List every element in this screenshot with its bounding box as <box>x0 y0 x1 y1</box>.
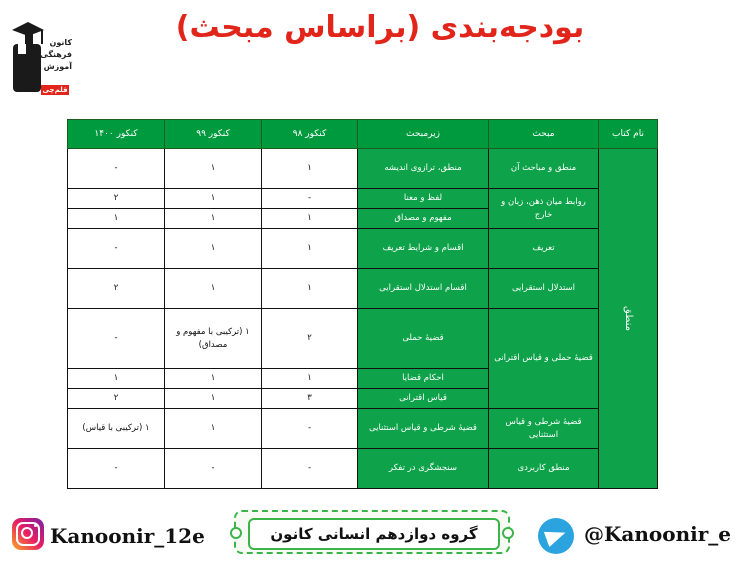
logo-badge: قلم‌چی <box>42 86 68 94</box>
value-cell: ۱ <box>165 269 262 309</box>
value-cell: ۱ <box>68 369 165 389</box>
header-konkur-1400: کنکور ۱۴۰۰ <box>68 120 165 149</box>
topic-cell: منطق کاربردی <box>489 449 599 489</box>
telegram-handle[interactable]: @Kanoonir_e <box>584 522 731 546</box>
header-book: نام کتاب <box>599 120 658 149</box>
book-cell: منطق <box>599 149 658 489</box>
instagram-handle[interactable]: Kanoonir_12e <box>50 524 205 548</box>
topic-cell: قضیهٔ حملی و قیاس اقترانی <box>489 309 599 409</box>
value-cell: ۱ <box>262 149 358 189</box>
value-cell: ۱ <box>262 209 358 229</box>
value-cell: ۱ <box>165 409 262 449</box>
value-cell: - <box>262 449 358 489</box>
table-row <box>68 309 658 369</box>
budget-table <box>67 119 658 489</box>
subtopic-cell: سنجشگری در تفکر <box>358 449 489 489</box>
value-cell: ۱ (ترکیبی با قیاس) <box>68 409 165 449</box>
value-cell: ۱ <box>165 149 262 189</box>
group-banner <box>234 510 510 554</box>
subtopic-cell: لفظ و معنا <box>358 189 489 209</box>
logo-line: آموزش <box>43 62 72 71</box>
subtopic-cell: قیاس اقترانی <box>358 389 489 409</box>
table-row <box>68 229 658 269</box>
topic-cell: قضیهٔ شرطی و قیاس استثنایی <box>489 409 599 449</box>
telegram-icon[interactable] <box>538 518 574 554</box>
value-cell: ۱ <box>68 209 165 229</box>
banner-dot-icon <box>230 527 242 539</box>
table-row <box>68 449 658 489</box>
logo-line: فرهنگی <box>40 50 72 59</box>
header-topic: مبحث <box>489 120 599 149</box>
value-cell: ۱ <box>165 189 262 209</box>
value-cell: - <box>165 449 262 489</box>
subtopic-cell: احکام قضایا <box>358 369 489 389</box>
header-konkur-98: کنکور ۹۸ <box>262 120 358 149</box>
value-cell: - <box>68 449 165 489</box>
table-row <box>68 409 658 449</box>
table-row <box>68 149 658 189</box>
value-cell: ۲ <box>68 189 165 209</box>
topic-cell: استدلال استقرایی <box>489 269 599 309</box>
value-cell: - <box>68 229 165 269</box>
logo-text <box>38 37 72 73</box>
topic-cell: منطق و مباحث آن <box>489 149 599 189</box>
group-label: گروه دوازدهم انسانی کانون <box>248 518 500 550</box>
value-cell: - <box>262 409 358 449</box>
value-cell: ۲ <box>68 389 165 409</box>
banner-dot-icon <box>502 527 514 539</box>
instagram-icon[interactable] <box>12 518 44 550</box>
value-cell: ۱ <box>262 229 358 269</box>
value-cell: ۱ <box>165 389 262 409</box>
value-cell: ۲ <box>262 309 358 369</box>
table-header-row <box>68 120 658 149</box>
subtopic-cell: مفهوم و مصداق <box>358 209 489 229</box>
value-cell: ۱ (ترکیبی با مفهوم و مصداق) <box>165 309 262 369</box>
value-cell: ۱ <box>165 209 262 229</box>
subtopic-cell: منطق، ترازوی اندیشه <box>358 149 489 189</box>
topic-cell: روابط میان ذهن، زبان و خارج <box>489 189 599 229</box>
page-title: بودجه‌بندی (براساس مبحث) <box>175 10 585 45</box>
value-cell: ۱ <box>262 269 358 309</box>
subtopic-cell: قضیهٔ حملی <box>358 309 489 369</box>
table-row <box>68 269 658 309</box>
table-row <box>68 189 658 209</box>
topic-cell: تعریف <box>489 229 599 269</box>
value-cell: ۲ <box>68 269 165 309</box>
value-cell: - <box>262 189 358 209</box>
value-cell: - <box>68 309 165 369</box>
subtopic-cell: اقسام استدلال استقرایی <box>358 269 489 309</box>
subtopic-cell: اقسام و شرایط تعریف <box>358 229 489 269</box>
value-cell: ۱ <box>165 229 262 269</box>
header-konkur-99: کنکور ۹۹ <box>165 120 262 149</box>
value-cell: - <box>68 149 165 189</box>
value-cell: ۱ <box>165 369 262 389</box>
value-cell: ۱ <box>262 369 358 389</box>
value-cell: ۳ <box>262 389 358 409</box>
logo-line: کانون <box>49 38 72 47</box>
header-subtopic: زیرمبحث <box>358 120 489 149</box>
subtopic-cell: قضیهٔ شرطی و قیاس استثنایی <box>358 409 489 449</box>
